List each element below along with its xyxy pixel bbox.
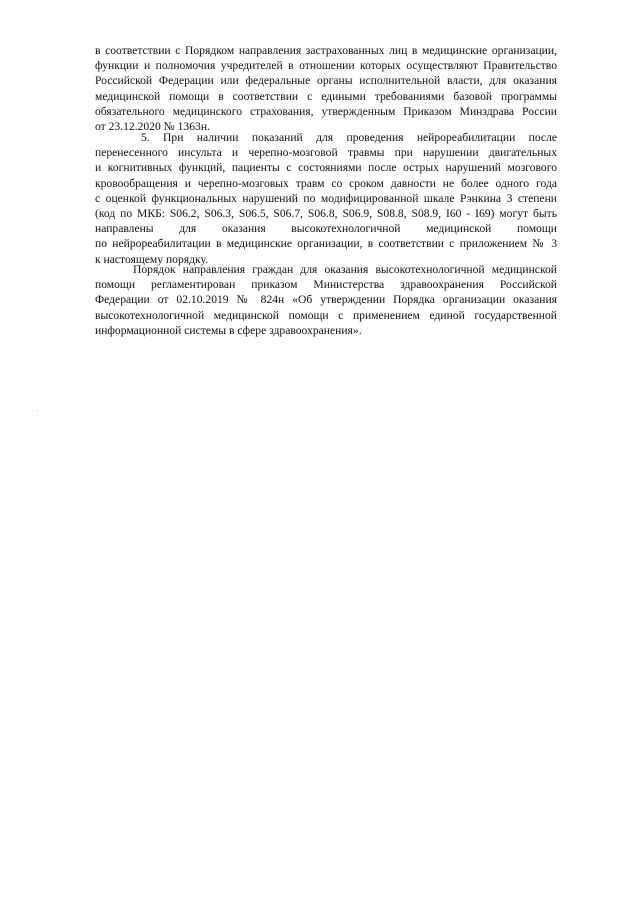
text-line: (код по МКБ: S06.2, S06.3, S06.5, S06.7, S06.8, S06.9, S08.8, S08.9, I60 - I69) могут быть <box>95 206 557 220</box>
text-line: 5. При наличии показаний для проведения нейрореабилитации после <box>141 131 557 144</box>
text-line: функции и полномочия учредителей в отношении которых осуществляют Правительство <box>95 59 557 73</box>
text-line: по нейрореабилитации в медицинские организации, в соответствии с приложением № 3 <box>95 237 557 251</box>
paragraph-item-5-neurorehabilitation <box>95 130 557 267</box>
text-line: Порядок направления граждан для оказания высокотехнологичной медицинской <box>133 263 557 276</box>
text-line: в соответствии с Порядком направления застрахованных лиц в медицинские организации, <box>95 44 557 57</box>
text-line: кровообращения и черепно-мозговых травм со сроком давности не более одного года <box>95 176 557 190</box>
text-line: и когнитивных функций, пациенты с состояниями после острых нарушений мозгового <box>95 161 557 175</box>
text-line: с оценкой функциональных нарушений по модифицированной шкале Рэнкина 3 степени <box>95 191 557 205</box>
text-line: помощи регламентирован приказом Министерства здравоохранения Российской <box>95 278 557 292</box>
paragraph-porядок-reference <box>95 43 557 134</box>
text-line: от 23.12.2020 № 1363н. <box>95 119 210 133</box>
text-line: медицинской помощи в соответствии с едиными требованиями базовой программы <box>95 89 557 103</box>
text-line: информационной системы в сфере здравоохранения». <box>95 323 362 337</box>
text-line: обязательного медицинского страхования, утвержденным Приказом Минздрава России <box>95 104 557 118</box>
text-line: к настоящему порядку. <box>95 252 208 266</box>
text-line: перенесенного инсульта и черепно-мозговой травмы при нарушении двигательных <box>95 146 557 160</box>
text-line: высокотехнологичной медицинской помощи с применением единой государственной <box>95 308 557 322</box>
text-line: Российской Федерации или федеральные органы исполнительной власти, для оказания <box>95 74 557 88</box>
scan-speck <box>37 410 38 411</box>
text-line: направлены для оказания высокотехнологичной медицинской помощи <box>95 222 557 236</box>
paragraph-high-tech-care-order <box>95 262 557 338</box>
text-line: Федерации от 02.10.2019 № 824н «Об утверждении Порядка организации оказания <box>95 293 557 307</box>
